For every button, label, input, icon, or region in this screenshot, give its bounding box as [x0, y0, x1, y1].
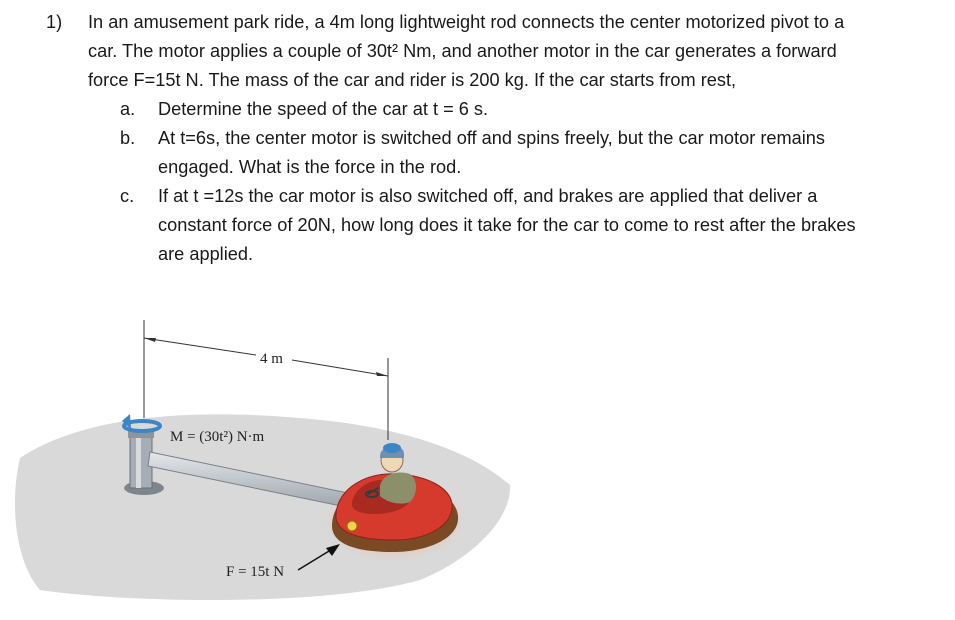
problem-number: 1) [46, 12, 63, 32]
part-b-marker: b. [120, 128, 136, 148]
part-c-line-3: are applied. [158, 244, 254, 264]
part-b-line-1: At t=6s, the center motor is switched off and spins freely, but the car motor remains [158, 128, 826, 148]
part-b-line-2: engaged. What is the force in the rod. [158, 157, 462, 177]
intro-line-3: force F=15t N. The mass of the car and rider is 200 kg. If the car starts from rest, [88, 70, 737, 90]
moment-label: M = (30t²) N·m [170, 429, 265, 445]
part-c-line-2: constant force of 20N, how long does it take for the car to come to rest after the brakes [158, 215, 856, 235]
intro-line-2: car. The motor applies a couple of 30t² Nm, and another motor in the car generates a forward [88, 41, 837, 61]
force-label: F = 15t N [226, 564, 285, 580]
part-a-line-1: Determine the speed of the car at t = 6 s. [158, 99, 489, 119]
part-c-line-1: If at t =12s the car motor is also switched off, and brakes are applied that deliver a [158, 186, 818, 206]
ride-figure [0, 290, 520, 610]
length-label: 4 m [260, 351, 283, 367]
intro-line-1: In an amusement park ride, a 4m long lightweight rod connects the center motorized pivot to a [88, 12, 845, 32]
part-c-marker: c. [120, 186, 135, 206]
part-a-marker: a. [120, 99, 136, 119]
